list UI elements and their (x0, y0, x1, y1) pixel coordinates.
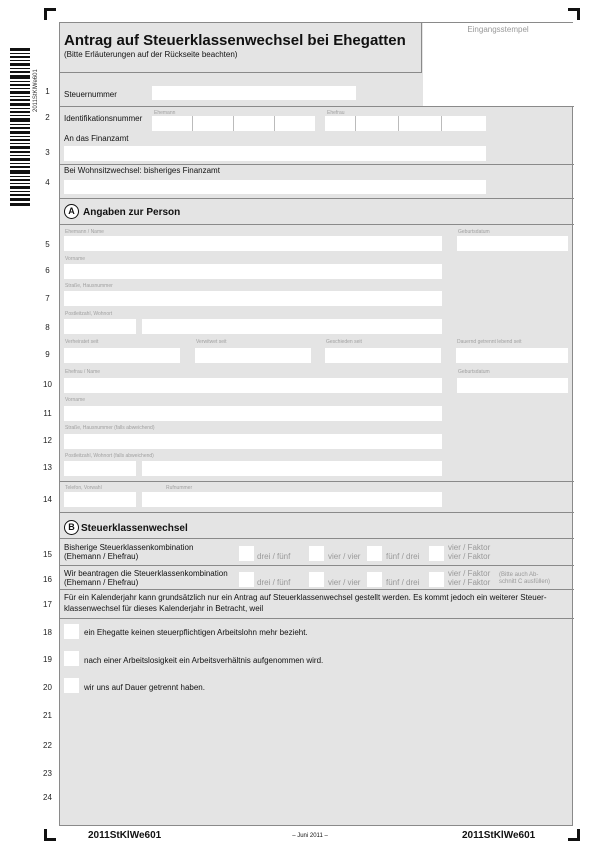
form-code-left: 2011StKlWe601 (88, 830, 162, 841)
ehefrau-strasse-field[interactable] (64, 434, 442, 449)
ehefrau-label: Ehefrau (327, 110, 345, 116)
divider (60, 618, 574, 619)
row-number: 12 (43, 436, 52, 445)
ehemann-vorname-field[interactable] (64, 264, 442, 279)
geschieden-field[interactable] (325, 348, 441, 363)
ehemann-ort-field[interactable] (142, 319, 442, 334)
row-number: 3 (45, 148, 50, 157)
row-number: 17 (43, 600, 52, 609)
reason20-label: wir uns auf Dauer getrennt haben. (84, 683, 205, 692)
dauernd-getrennt-label: Dauernd getrennt lebend seit (457, 339, 522, 345)
steuernummer-label: Steuernummer (64, 90, 117, 99)
verheiratet-field[interactable] (64, 348, 180, 363)
row16-vier-vier-label: vier / vier (328, 578, 361, 587)
row15-vier-vier-label: vier / vier (328, 552, 361, 561)
bisherige-kombination-label: Bisherige Steuerklassenkombination (64, 543, 194, 552)
row16-faktor-label-2: vier / Faktor (448, 578, 491, 587)
steuerklassenwechsel-paragraph: Für ein Kalenderjahr kann grundsätzlich nur ein Antrag auf Steuerklassenwechsel gestellt werden. Es kommt jedoch ein weiterer Steuer-klassenwechsel für dieses Kalenderjahr in Betracht, weil (64, 593, 547, 613)
row15-fuenf-drei-checkbox[interactable] (367, 546, 382, 561)
row-number: 2 (45, 113, 50, 122)
row16-fuenf-drei-checkbox[interactable] (367, 572, 382, 587)
row-number: 1 (45, 87, 50, 96)
barcode-number: 2011StKlWe601 (33, 69, 39, 112)
reason20-checkbox[interactable] (64, 678, 79, 693)
crop-mark-bottom-left (44, 829, 56, 841)
form-code-right: 2011StKlWe601 (462, 830, 536, 841)
reason18-checkbox[interactable] (64, 624, 79, 639)
section-b-badge: B (64, 520, 79, 535)
beantragte-kombination-sublabel: (Ehemann / Ehefrau) (64, 578, 139, 587)
divider (60, 224, 574, 225)
row-number: 16 (43, 575, 52, 584)
row16-drei-fuenf-label: drei / fünf (257, 578, 291, 587)
stamp-label: Eingangsstempel (467, 25, 529, 34)
telefon-vorwahl-field[interactable] (64, 492, 136, 507)
identifikationsnummer-label: Identifikationsnummer (64, 114, 143, 123)
row15-vier-vier-checkbox[interactable] (309, 546, 324, 561)
bisheriges-finanzamt-label: Bei Wohnsitzwechsel: bisheriges Finanzamt (64, 166, 220, 175)
receipt-stamp-area (423, 23, 573, 106)
divider (60, 538, 574, 539)
telefon-rufnummer-field[interactable] (142, 492, 442, 507)
abschnitt-c-note-2: schnitt C ausfüllen) (499, 579, 551, 585)
row-number: 10 (43, 380, 52, 389)
telefon-label: Telefon, Vorwahl (65, 485, 102, 491)
vorname2-label: Vorname (65, 397, 86, 403)
row16-faktor-label-1: vier / Faktor (448, 569, 491, 578)
row-number: 15 (43, 550, 52, 559)
tax-form (59, 22, 573, 826)
finanzamt-label: An das Finanzamt (64, 134, 129, 143)
ehemann-geburtsdatum-field[interactable] (457, 236, 568, 251)
divider (60, 198, 574, 199)
vorname-label: Vorname (65, 256, 86, 262)
verheiratet-label: Verheiratet seit (65, 339, 99, 345)
ehemann-name-label: Ehemann / Name (65, 229, 104, 235)
row-number: 24 (43, 793, 52, 802)
ehemann-strasse-field[interactable] (64, 291, 442, 306)
row-number: 5 (45, 240, 50, 249)
row-number: 11 (43, 409, 52, 418)
title-cell (60, 23, 422, 73)
geschieden-label: Geschieden seit (326, 339, 362, 345)
ehefrau-id-field[interactable] (325, 116, 486, 131)
divider (60, 106, 574, 107)
reason19-label: nach einer Arbeitslosigkeit ein Arbeitsverhältnis aufgenommen wird. (84, 656, 324, 665)
geburtsdatum2-label: Geburtsdatum (458, 369, 490, 375)
divider (60, 565, 574, 566)
row-number: 18 (43, 628, 52, 637)
row-number: 19 (43, 655, 52, 664)
ehefrau-ort-field[interactable] (142, 461, 442, 476)
bisheriges-finanzamt-field[interactable] (64, 180, 486, 194)
divider (60, 481, 574, 482)
ehefrau-name-field[interactable] (64, 378, 442, 393)
reason19-checkbox[interactable] (64, 651, 79, 666)
divider (60, 164, 574, 165)
row-number: 4 (45, 178, 50, 187)
row15-faktor-label-1: vier / Faktor (448, 543, 491, 552)
rufnummer-label: Rufnummer (166, 485, 193, 491)
verwitwet-field[interactable] (195, 348, 311, 363)
strasse2-label: Straße, Hausnummer (falls abweichend) (65, 425, 155, 431)
dauernd-getrennt-field[interactable] (456, 348, 568, 363)
divider (60, 512, 574, 513)
row15-drei-fuenf-label: drei / fünf (257, 552, 291, 561)
crop-mark-bottom-right (568, 829, 580, 841)
row-number: 8 (45, 323, 50, 332)
crop-mark-top-left (44, 8, 56, 20)
reason18-label: ein Ehegatte keinen steuerpflichtigen Arbeitslohn mehr bezieht. (84, 628, 308, 637)
abschnitt-c-note-1: (Bitte auch Ab- (499, 572, 539, 578)
ehemann-plz-field[interactable] (64, 319, 136, 334)
form-subtitle: (Bitte Erläuterungen auf der Rückseite beachten) (64, 50, 238, 59)
ehemann-name-field[interactable] (64, 236, 442, 251)
form-title: Antrag auf Steuerklassenwechsel bei Ehegatten (64, 32, 406, 49)
section-a-title: Angaben zur Person (83, 207, 181, 218)
steuernummer-field[interactable] (152, 86, 356, 100)
row15-fuenf-drei-label: fünf / drei (386, 552, 420, 561)
row15-faktor-label-2: vier / Faktor (448, 552, 491, 561)
beantragte-kombination-label: Wir beantragen die Steuerklassenkombination (64, 569, 228, 578)
row-number: 9 (45, 350, 50, 359)
bisherige-kombination-sublabel: (Ehemann / Ehefrau) (64, 552, 139, 561)
finanzamt-field[interactable] (64, 146, 486, 161)
row16-drei-fuenf-checkbox[interactable] (239, 572, 254, 587)
row-number: 22 (43, 741, 52, 750)
form-date: – Juni 2011 – (292, 833, 328, 839)
row15-drei-fuenf-checkbox[interactable] (239, 546, 254, 561)
geburtsdatum-label: Geburtsdatum (458, 229, 490, 235)
section-a-badge: A (64, 204, 79, 219)
row-number: 7 (45, 294, 50, 303)
crop-mark-top-right (568, 8, 580, 20)
ehemann-id-field[interactable] (152, 116, 315, 131)
ehefrau-name-label: Ehefrau / Name (65, 369, 101, 375)
section-b-title: Steuerklassenwechsel (81, 523, 188, 534)
row-number: 21 (43, 711, 52, 720)
row-number: 23 (43, 769, 52, 778)
ehefrau-geburtsdatum-field[interactable] (457, 378, 568, 393)
row16-vier-vier-checkbox[interactable] (309, 572, 324, 587)
divider (60, 589, 574, 590)
row16-fuenf-drei-label: fünf / drei (386, 578, 420, 587)
row16-faktor-checkbox[interactable] (429, 572, 444, 587)
ehefrau-vorname-field[interactable] (64, 406, 442, 421)
row-number: 20 (43, 683, 52, 692)
ehemann-label: Ehemann (154, 110, 176, 116)
strasse-label: Straße, Hausnummer (65, 283, 113, 289)
row-number: 14 (43, 495, 52, 504)
row-number: 13 (43, 463, 52, 472)
row-number: 6 (45, 266, 50, 275)
barcode-icon (10, 48, 30, 206)
row15-faktor-checkbox[interactable] (429, 546, 444, 561)
plz-ort-label: Postleitzahl, Wohnort (65, 311, 113, 317)
verwitwet-label: Verwitwet seit (196, 339, 227, 345)
plz-ort2-label: Postleitzahl, Wohnort (falls abweichend) (65, 453, 154, 459)
ehefrau-plz-field[interactable] (64, 461, 136, 476)
